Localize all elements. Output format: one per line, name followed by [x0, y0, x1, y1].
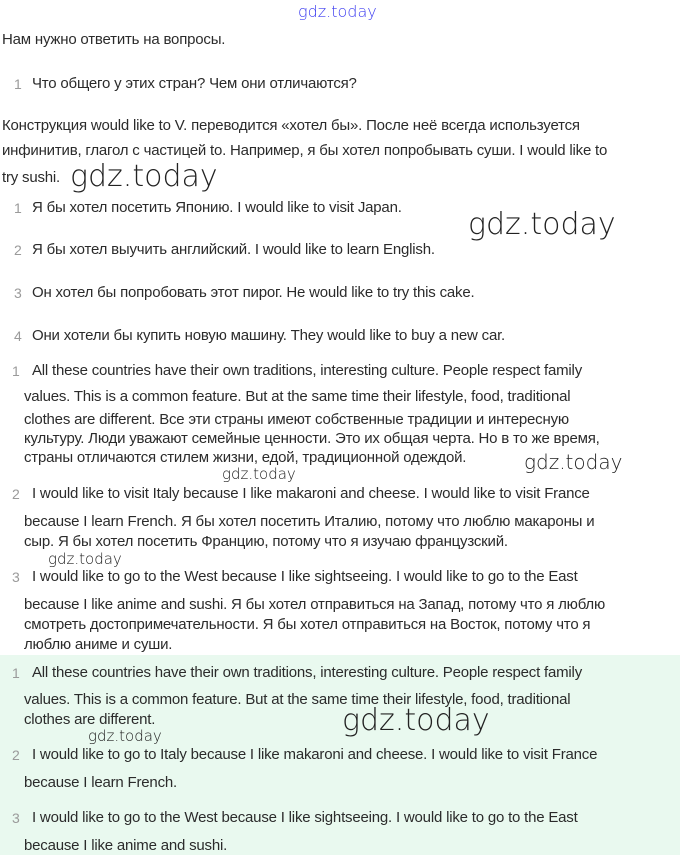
intro-text: Нам нужно ответить на вопросы. — [2, 31, 226, 48]
paragraph-line: Конструкция would like to V. переводится «хотел бы». После неё всегда используется — [2, 117, 580, 134]
example-text: Они хотели бы купить новую машину. They would like to buy a new car. — [32, 327, 506, 344]
example-text: Я бы хотел посетить Японию. I would like to visit Japan. — [32, 199, 402, 216]
answer-line: clothes are different. Все эти страны имеют собственные традиции и интересную — [24, 411, 569, 428]
answer-line: сыр. Я бы хотел посетить Францию, потому что я изучаю французский. — [24, 533, 508, 550]
watermark: gdz.today — [70, 159, 218, 194]
watermark: gdz.today — [468, 207, 616, 242]
highlighted-answer-number: 2 — [12, 747, 20, 763]
answer-line: values. This is a common feature. But at the same time their lifestyle, food, traditional — [24, 388, 571, 405]
highlighted-answer-line: clothes are different. — [24, 711, 156, 728]
answer-line: смотреть достопримечательности. Я бы хотел отправиться на Восток, потому что я — [24, 616, 591, 633]
highlighted-answer-line: because I learn French. — [24, 774, 177, 791]
example-number: 1 — [14, 200, 22, 216]
watermark: gdz.today — [48, 550, 122, 568]
answer-line: I would like to go to the West because I like sightseeing. I would like to go to the East — [32, 568, 578, 585]
answer-line: страны отличаются стилем жизни, едой, традиционной одеждой. — [24, 449, 467, 466]
answer-line: All these countries have their own traditions, interesting culture. People respect family — [32, 362, 582, 379]
watermark: gdz.today — [342, 703, 490, 738]
highlighted-answer-number: 1 — [12, 665, 20, 681]
answer-line: because I learn French. Я бы хотел посетить Италию, потому что люблю макароны и — [24, 513, 595, 530]
example-text: Он хотел бы попробовать этот пирог. He would like to try this cake. — [32, 284, 475, 301]
watermark: gdz.today — [222, 465, 296, 483]
example-number: 2 — [14, 242, 22, 258]
watermark: gdz.today — [524, 450, 623, 474]
highlighted-answer-line: values. This is a common feature. But at the same time their lifestyle, food, traditional — [24, 691, 571, 708]
answer-line: культуру. Люди уважают семейные ценности. Это их общая черта. Но в то же время, — [24, 430, 600, 447]
example-number: 4 — [14, 328, 22, 344]
answer-number: 3 — [12, 569, 20, 585]
example-number: 3 — [14, 285, 22, 301]
answer-number: 2 — [12, 486, 20, 502]
answer-line: I would like to visit Italy because I like makaroni and cheese. I would like to visit France — [32, 485, 590, 502]
watermark-top: gdz.today — [298, 2, 377, 21]
paragraph-line: инфинитив, глагол с частицей to. Например, я бы хотел попробывать суши. I would like to — [2, 142, 608, 159]
answer-line: because I like anime and sushi. Я бы хотел отправиться на Запад, потому что я люблю — [24, 596, 606, 613]
answer-line: люблю аниме и суши. — [24, 636, 173, 653]
highlighted-answer-line: I would like to go to Italy because I like makaroni and cheese. I would like to visit France — [32, 746, 598, 763]
question-text: Что общего у этих стран? Чем они отличаются? — [32, 75, 357, 92]
highlighted-answer-line: I would like to go to the West because I like sightseeing. I would like to go to the East — [32, 809, 578, 826]
answer-number: 1 — [12, 363, 20, 379]
highlighted-answer-line: All these countries have their own traditions, interesting culture. People respect family — [32, 664, 582, 681]
example-text: Я бы хотел выучить английский. I would like to learn English. — [32, 241, 435, 258]
highlighted-answer-line: because I like anime and sushi. — [24, 837, 228, 854]
watermark: gdz.today — [88, 727, 162, 745]
question-number: 1 — [14, 76, 22, 92]
paragraph-line: try sushi. — [2, 169, 61, 186]
highlighted-answer-number: 3 — [12, 810, 20, 826]
